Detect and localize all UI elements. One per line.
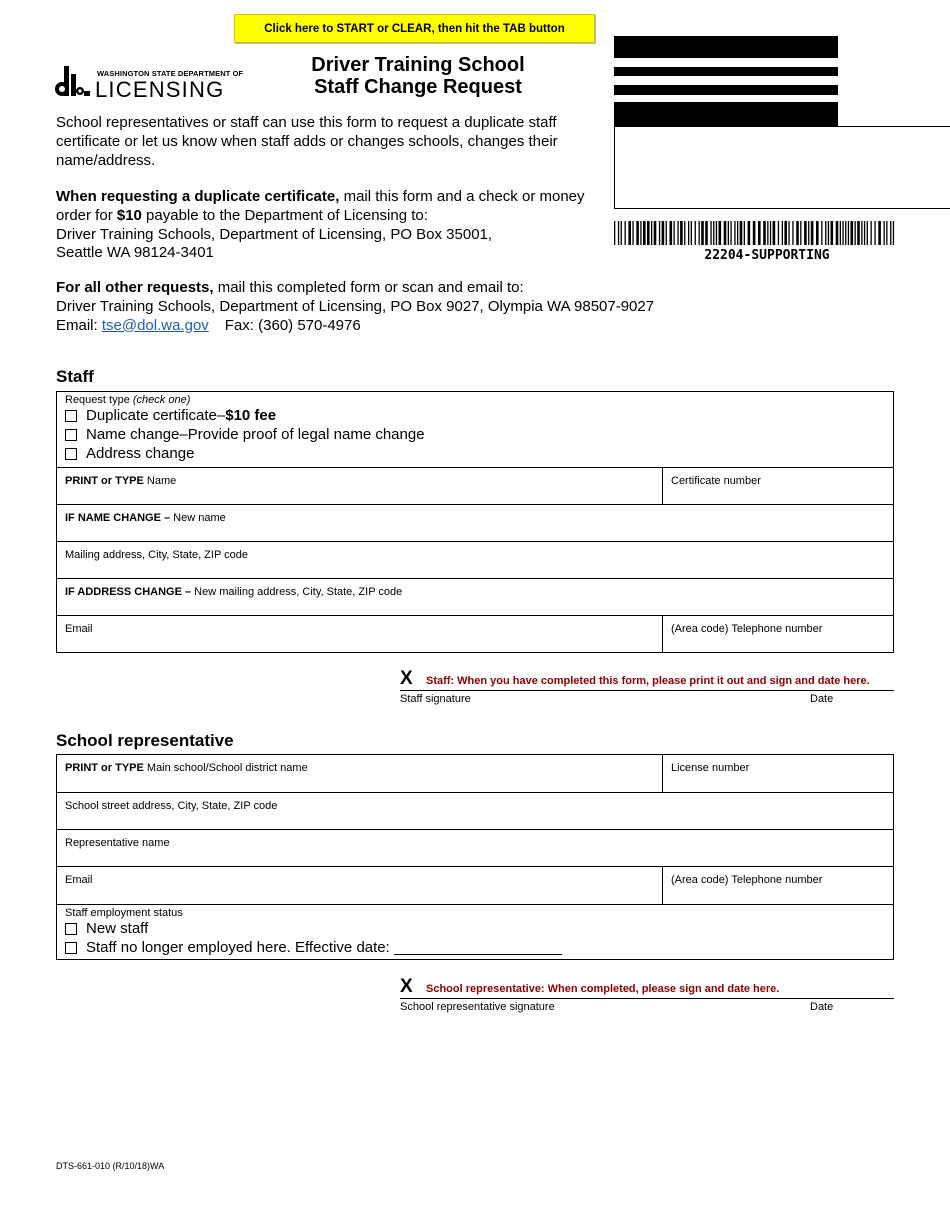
barcode-bar xyxy=(688,221,689,245)
employment-status-label: Staff employment status xyxy=(65,907,183,919)
barcode-bar xyxy=(618,221,619,245)
request-type-hint: (check one) xyxy=(132,394,191,406)
certificate-number-label: Certificate number xyxy=(671,475,761,487)
staff-sign-instruction: Staff: When you have completed this form, please print it out and sign and date here. xyxy=(426,675,870,687)
staff-email-label: Email xyxy=(65,623,93,635)
school-phone-label: (Area code) Telephone number xyxy=(671,874,823,886)
barcode-bar xyxy=(674,221,675,245)
staff-date-label: Date xyxy=(810,693,834,705)
address-change-checkbox[interactable] xyxy=(65,448,77,460)
name-change-option-label: Name change–Provide proof of legal name change xyxy=(86,426,425,443)
school-contact-row xyxy=(57,866,893,904)
barcode-bar xyxy=(773,221,776,245)
duplicate-option-label: Duplicate certificate– xyxy=(86,407,226,424)
new-address-label: New mailing address, City, State, ZIP code xyxy=(191,586,403,598)
new-staff-checkbox[interactable] xyxy=(65,923,77,935)
school-form-table xyxy=(56,754,894,960)
new-address-field[interactable] xyxy=(57,579,893,615)
barcode-bar xyxy=(770,221,771,245)
logo-wordmark: LICENSING xyxy=(95,77,225,102)
license-number-label: License number xyxy=(671,762,750,774)
staff-contact-row xyxy=(57,615,893,652)
barcode-bar xyxy=(716,221,717,245)
staff-heading: Staff xyxy=(56,367,94,386)
barcode-bar xyxy=(840,221,841,245)
barcode-bar xyxy=(730,221,731,245)
email-link[interactable]: tse@dol.wa.gov xyxy=(101,316,209,334)
duplicate-lead: When requesting a duplicate certificate, xyxy=(56,188,340,205)
rep-name-row xyxy=(57,829,893,866)
staff-signature-label: Staff signature xyxy=(400,693,471,705)
barcode-bar xyxy=(864,221,865,245)
barcode-bar xyxy=(842,221,843,245)
duplicate-checkbox[interactable] xyxy=(65,410,77,422)
new-address-row xyxy=(57,578,893,615)
barcode-bar xyxy=(737,221,738,245)
barcode-bar xyxy=(677,221,678,245)
no-longer-employed-label: Staff no longer employed here. Effective date: xyxy=(86,939,390,956)
barcode-bar xyxy=(800,221,801,245)
page-title xyxy=(260,54,576,98)
name-field-bold: PRINT or TYPE xyxy=(65,475,144,487)
barcode-bar xyxy=(857,221,860,245)
barcode-bar xyxy=(792,221,793,245)
barcode-bar xyxy=(878,221,881,245)
other-text: mail this completed form or scan and email to: xyxy=(213,279,524,296)
email-label: Email: xyxy=(56,316,102,334)
barcode-text: 22204-SUPPORTING xyxy=(704,248,830,263)
barcode-bar xyxy=(828,221,829,245)
employment-status-row xyxy=(57,904,893,959)
barcode-bar xyxy=(884,221,885,245)
school-signature-label: School representative signature xyxy=(400,1001,555,1013)
barcode-bar xyxy=(728,221,729,245)
barcode-bar xyxy=(808,221,809,245)
duplicate-option-fee: $10 fee xyxy=(225,407,277,424)
school-signature-line[interactable] xyxy=(400,998,894,999)
no-longer-employed-checkbox[interactable] xyxy=(65,942,77,954)
barcode-graphic xyxy=(614,221,896,245)
request-type-label xyxy=(65,393,893,406)
barcode-bar xyxy=(680,221,683,245)
school-address-field[interactable] xyxy=(57,793,893,829)
duplicate-text-2: payable to the Department of Licensing to: xyxy=(141,206,428,224)
form-number: DTS-661-010 (R/10/18)WA xyxy=(56,1161,165,1171)
barcode-bar xyxy=(666,221,667,245)
barcode-bar xyxy=(753,221,756,245)
duplicate-fee: $10 xyxy=(116,206,142,224)
mailing-address-field[interactable] xyxy=(57,542,893,578)
intro-paragraph: School representatives or staff can use this form to request a duplicate staff certificate or let us know when staff adds or changes schools, changes their name/address. xyxy=(56,114,558,169)
barcode-bar xyxy=(816,221,819,245)
school-name-bold: PRINT or TYPE xyxy=(65,762,144,774)
barcode-bar xyxy=(734,221,735,245)
barcode-bar xyxy=(614,221,615,245)
barcode-bar xyxy=(782,221,783,245)
barcode-bar xyxy=(893,221,894,245)
address-change-option-label: Address change xyxy=(86,445,195,462)
barcode-bar xyxy=(625,221,626,245)
no-longer-employed-option[interactable] xyxy=(65,938,893,957)
barcode-bar xyxy=(647,221,650,245)
barcode-bar xyxy=(621,221,622,245)
title-line-2: Staff Change Request xyxy=(314,76,522,98)
rep-name-field[interactable] xyxy=(57,830,893,866)
fax-number: Fax: (360) 570-4976 xyxy=(224,316,361,334)
new-name-label: New name xyxy=(170,512,226,524)
barcode-bar xyxy=(701,221,704,245)
new-name-field[interactable] xyxy=(57,505,893,541)
barcode-bar xyxy=(628,221,631,245)
school-rep-heading: School representative xyxy=(56,731,234,750)
rep-name-label: Representative name xyxy=(65,837,170,849)
duplicate-address-1: Driver Training Schools, Department of Licensing, PO Box 35001, xyxy=(56,225,493,243)
barcode-bar xyxy=(848,221,849,245)
barcode-bar xyxy=(654,221,657,245)
mailing-address-label: Mailing address, City, State, ZIP code xyxy=(65,549,249,561)
barcode-bar xyxy=(684,221,685,245)
other-lead: For all other requests, xyxy=(56,279,214,296)
barcode-bar xyxy=(867,221,868,245)
barcode-bar xyxy=(670,221,673,245)
barcode-bar xyxy=(632,221,633,245)
redaction-bar xyxy=(614,67,838,76)
redaction-bar xyxy=(614,85,838,95)
license-number-field[interactable] xyxy=(662,755,893,792)
new-name-row xyxy=(57,504,893,541)
staff-signature-line[interactable] xyxy=(400,690,894,691)
barcode-bar xyxy=(710,221,711,245)
barcode-bar xyxy=(724,221,727,245)
school-name-field[interactable] xyxy=(57,755,663,792)
other-address: Driver Training Schools, Department of Licensing, PO Box 9027, Olympia WA 98507-9027 xyxy=(56,297,655,315)
barcode-bar xyxy=(767,221,768,245)
barcode-bar xyxy=(851,221,854,245)
new-staff-option[interactable] xyxy=(65,919,893,938)
staff-email-field[interactable] xyxy=(57,616,663,652)
barcode-bar xyxy=(784,221,787,245)
barcode-bar xyxy=(861,221,862,245)
name-field[interactable] xyxy=(57,468,663,504)
barcode-bar xyxy=(886,221,887,245)
school-name-row xyxy=(57,755,893,792)
barcode-bar xyxy=(713,221,714,245)
barcode-bar xyxy=(890,221,891,245)
school-address-row xyxy=(57,792,893,829)
new-address-bold: IF ADDRESS CHANGE – xyxy=(65,586,192,598)
barcode-bar xyxy=(662,221,665,245)
staff-form-table xyxy=(56,391,894,653)
barcode-bar xyxy=(719,221,722,245)
barcode-bar xyxy=(855,221,856,245)
dol-logo xyxy=(55,64,244,102)
school-date-label: Date xyxy=(810,1001,834,1013)
barcode-bar xyxy=(811,221,814,245)
office-use-box xyxy=(614,126,950,209)
request-type-row xyxy=(57,392,893,467)
school-name-label: Main school/School district name xyxy=(143,762,308,774)
address-change-option[interactable] xyxy=(65,444,893,463)
dol-logo-icon xyxy=(55,64,91,100)
effective-date-field[interactable] xyxy=(394,940,562,955)
name-row xyxy=(57,467,893,504)
barcode-bar xyxy=(636,221,639,245)
duplicate-option[interactable] xyxy=(65,406,893,425)
staff-phone-label: (Area code) Telephone number xyxy=(671,623,823,635)
redaction-bar xyxy=(614,36,838,58)
barcode-bar xyxy=(778,221,779,245)
barcode-bar xyxy=(640,221,641,245)
school-sign-x: X xyxy=(400,976,413,997)
name-change-checkbox[interactable] xyxy=(65,429,77,441)
mailing-address-row xyxy=(57,541,893,578)
duplicate-address-2: Seattle WA 98124-3401 xyxy=(56,244,214,262)
duplicate-text-1: mail this form and a check or money order for xyxy=(56,188,585,224)
title-line-1: Driver Training School xyxy=(311,54,525,76)
barcode-bar xyxy=(763,221,766,245)
barcode-bar xyxy=(788,221,789,245)
barcode-bar xyxy=(705,221,708,245)
barcode-bar xyxy=(821,221,822,245)
name-change-option[interactable] xyxy=(65,425,893,444)
barcode-bar xyxy=(825,221,826,245)
barcode-bar xyxy=(643,221,646,245)
barcode-bar xyxy=(699,221,700,245)
start-clear-button[interactable]: Click here to START or CLEAR, then hit the TAB button xyxy=(234,14,595,43)
staff-sign-x: X xyxy=(400,668,413,689)
school-sign-instruction: School representative: When completed, please sign and date here. xyxy=(426,983,780,995)
barcode-bar xyxy=(871,221,872,245)
barcode-bar xyxy=(659,221,660,245)
barcode-bar xyxy=(744,221,745,245)
school-email-field[interactable] xyxy=(57,867,663,904)
barcode-bar xyxy=(748,221,751,245)
barcode-bar xyxy=(796,221,799,245)
barcode-bar xyxy=(740,221,743,245)
barcode-bar xyxy=(758,221,761,245)
staff-phone-field[interactable] xyxy=(662,616,893,652)
school-email-label: Email xyxy=(65,874,93,886)
barcode-bar xyxy=(691,221,692,245)
barcode-bar xyxy=(845,221,846,245)
other-requests-instructions xyxy=(56,279,736,335)
barcode-bar xyxy=(695,221,696,245)
duplicate-instructions xyxy=(56,188,596,263)
new-name-bold: IF NAME CHANGE – xyxy=(65,512,171,524)
name-field-label: Name xyxy=(143,475,177,487)
barcode-bar xyxy=(836,221,839,245)
barcode-bar xyxy=(651,221,652,245)
request-type-text: Request type xyxy=(65,394,130,406)
logo-agency-line: WASHINGTON STATE DEPARTMENT OF xyxy=(97,69,244,78)
barcode-bar xyxy=(804,221,807,245)
certificate-number-field[interactable] xyxy=(662,468,893,504)
new-staff-label: New staff xyxy=(86,920,149,937)
school-phone-field[interactable] xyxy=(662,867,893,904)
barcode-bar xyxy=(831,221,834,245)
redaction-bar xyxy=(614,102,838,126)
school-address-label: School street address, City, State, ZIP code xyxy=(65,800,278,812)
barcode-bar xyxy=(874,221,875,245)
